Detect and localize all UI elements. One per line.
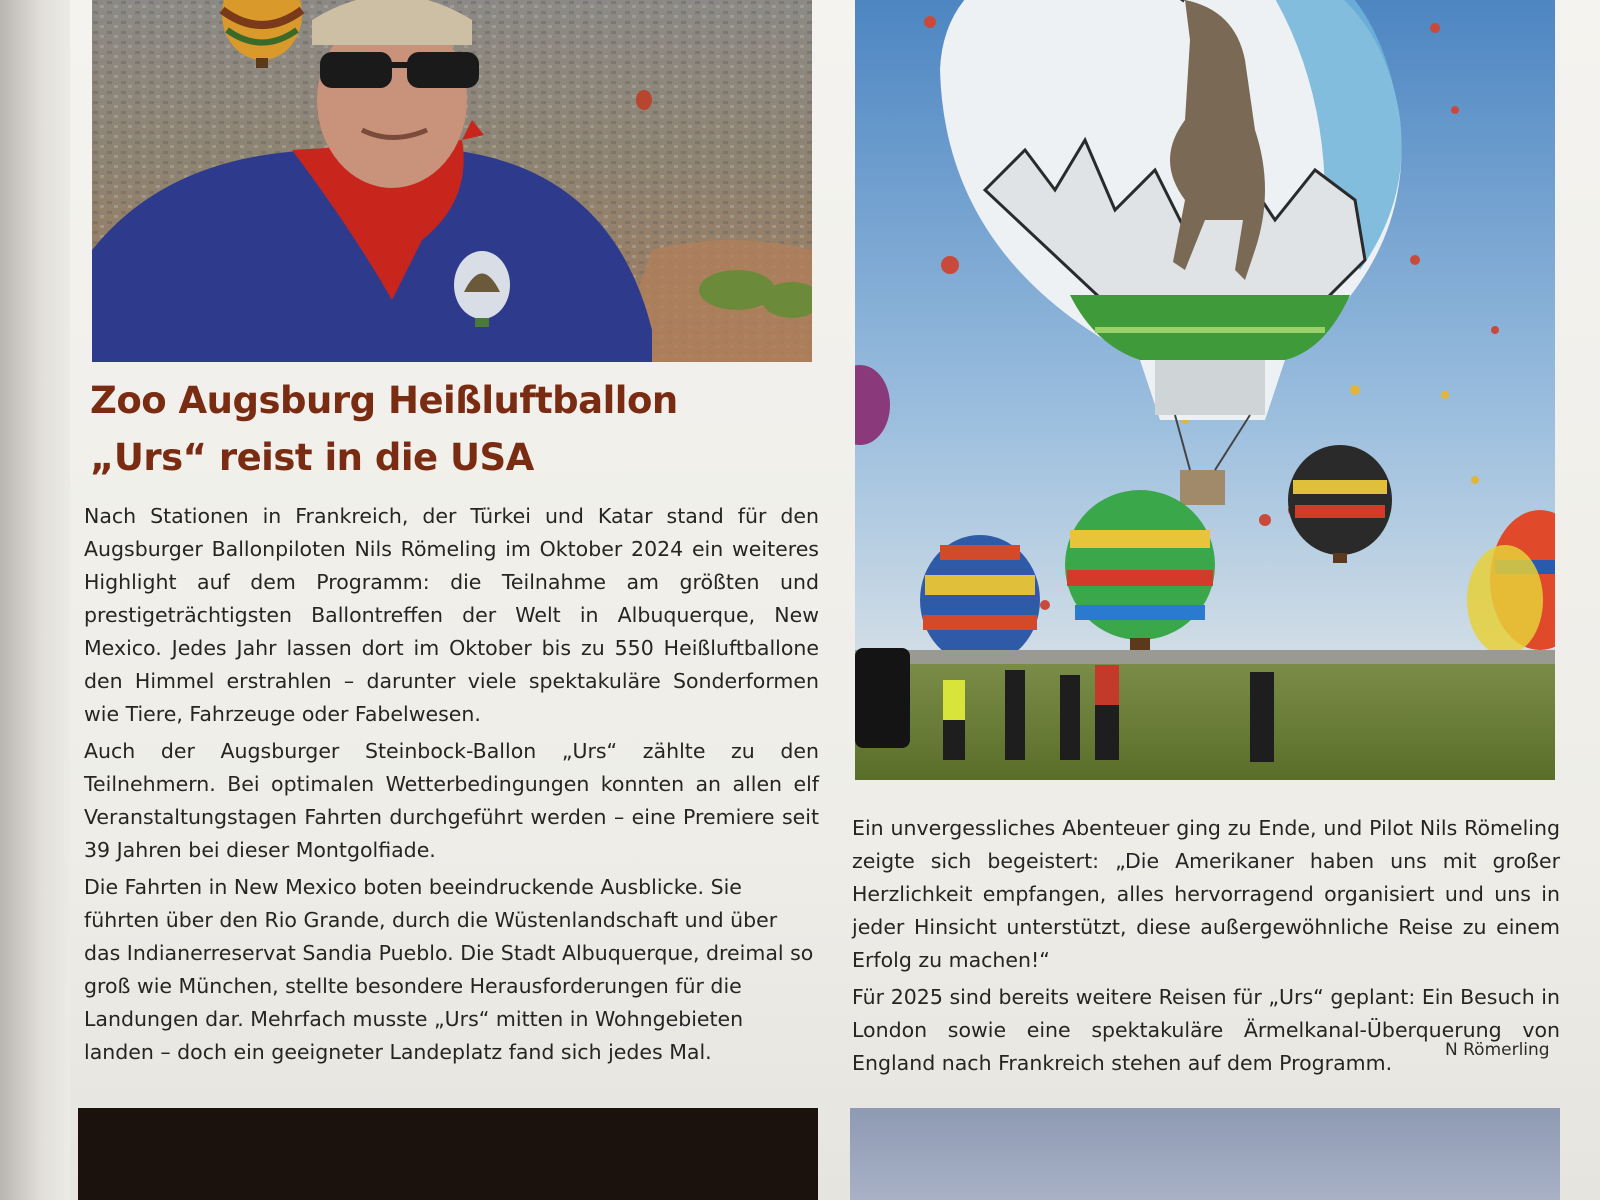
paragraph-quote: Ein unvergessliches Abenteuer ging zu Ende, und Pilot Nils Römeling zeigte sich begeistert: „Die Amerikaner haben uns mit großer Herzlichkeit empfangen, alles hervorragend organisiert und uns in jeder Hinsicht unterstützt, diese außergewöhnliche Reise zu einem Erfolg zu machen!“: [852, 816, 1560, 972]
article-headline: [90, 372, 810, 486]
balloon-fiesta-illustration: [855, 0, 1555, 780]
page-gutter: [0, 0, 70, 1200]
pilot-selfie-photo: [92, 0, 812, 362]
left-text-column: [84, 500, 819, 1073]
author-credit: N Römerling: [1445, 1040, 1550, 1060]
paragraph-participation: Auch der Augsburger Steinbock-Ballon „Urs“ zählte zu den Teilnehmern. Bei optimalen Wetterbedingungen konnten an allen elf Veranstaltungstagen Fahrten durchgeführt werden – eine Premiere seit 39 Jahren bei dieser Montgolfiade.: [84, 739, 819, 862]
headline-line-1: Zoo Augsburg Heißluftballon: [90, 379, 678, 422]
next-article-photo-right: [850, 1108, 1560, 1200]
paragraph-flights: Die Fahrten in New Mexico boten beeindruckende Ausblicke. Sie führten über den Rio Grande, durch die Wüstenlandschaft und über das Indianerreservat Sandia Pueblo. Die Stadt Albuquerque, dreimal so groß wie München, stellte besondere Herausforderungen für die Landungen dar. Mehrfach musste „Urs“ mitten in Wohngebieten landen – doch ein geeigneter Landeplatz fand sich jedes Mal.: [84, 875, 814, 1064]
balloon-fiesta-photo: [855, 0, 1555, 780]
pilot-selfie-illustration: [92, 0, 812, 362]
paragraph-outlook: Für 2025 sind bereits weitere Reisen für „Urs“ geplant: Ein Besuch in London sowie eine spektakuläre Ärmelkanal-Überquerung von England nach Frankreich stehen auf dem Programm.: [852, 985, 1560, 1075]
next-article-photo-left: [78, 1108, 818, 1200]
paragraph-intro: Nach Stationen in Frankreich, der Türkei und Katar stand für den Augsburger Ballonpiloten Nils Römeling im Oktober 2024 ein weiteres Highlight auf dem Programm: die Teilnahme am größten und prestigeträchtigsten Ballontreffen der Welt in Albuquerque, New Mexico. Jedes Jahr lassen dort im Oktober bis zu 550 Heißluftballone den Himmel erstrahlen – darunter viele spektakuläre Sonderformen wie Tiere, Fahrzeuge oder Fabelwesen.: [84, 504, 819, 726]
headline-line-2: „Urs“ reist in die USA: [90, 436, 534, 479]
